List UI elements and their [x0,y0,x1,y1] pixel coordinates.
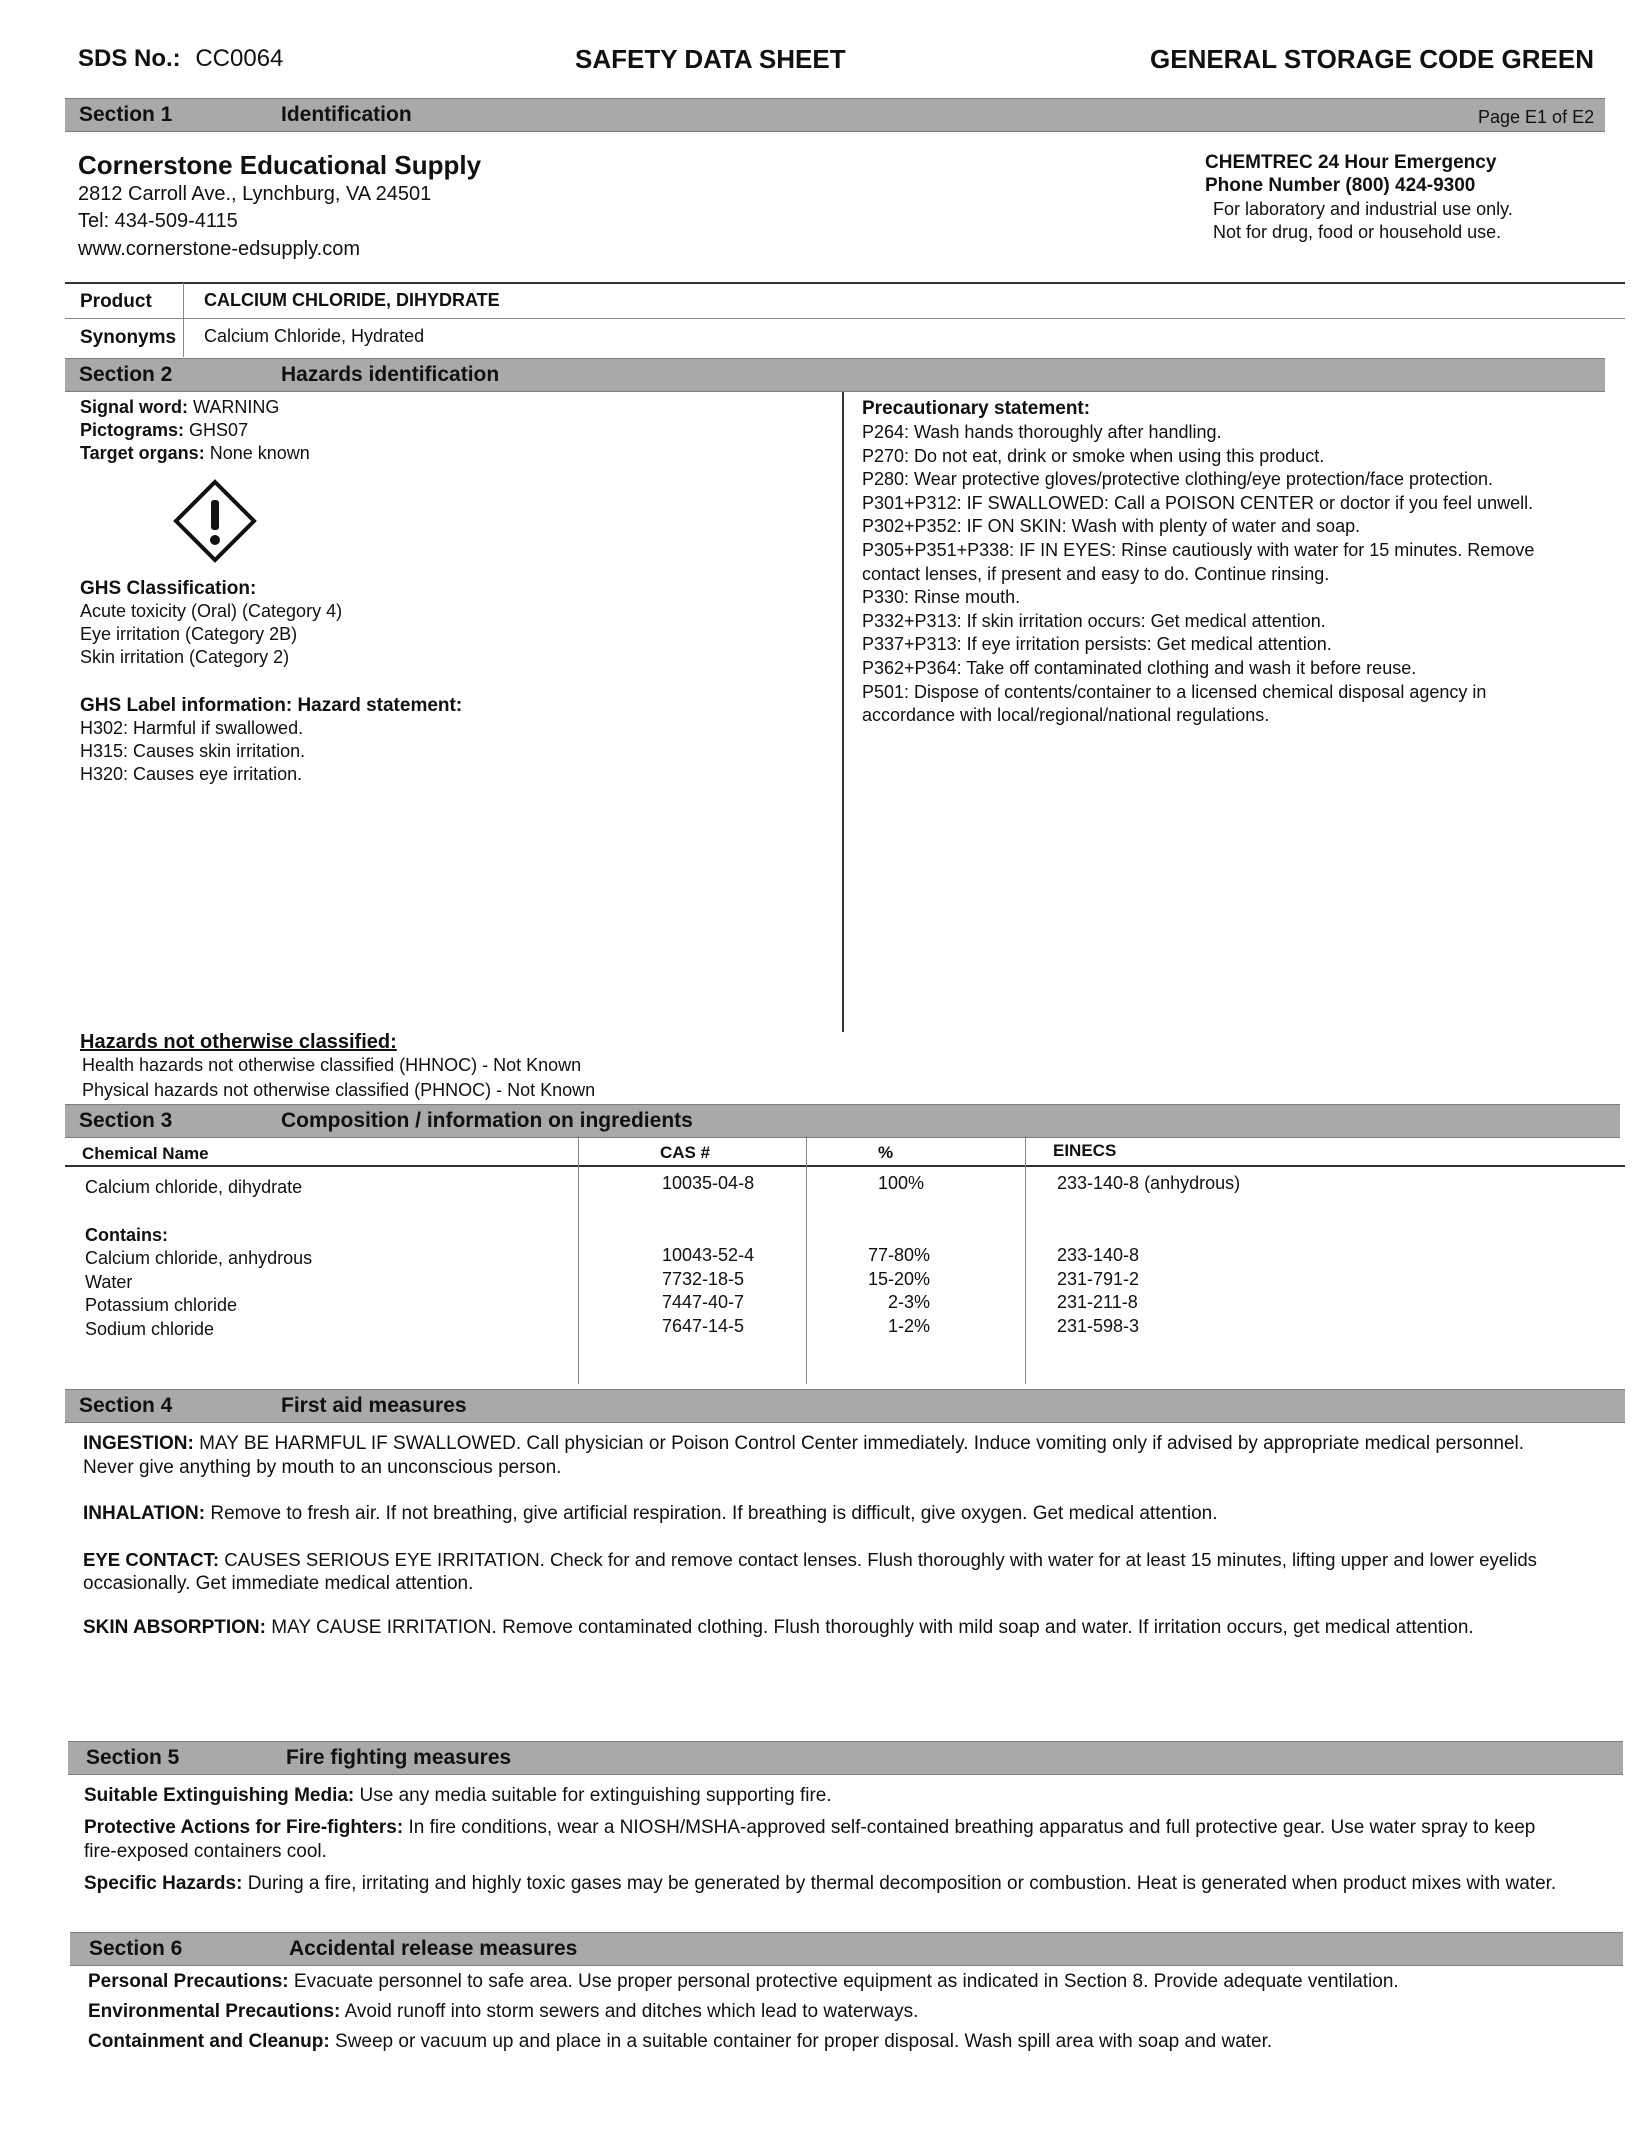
specific-hazards-label: Specific Hazards: [84,1873,243,1894]
document-title: SAFETY DATA SHEET [575,44,846,74]
eye-contact-label: EYE CONTACT: [83,1549,220,1570]
personal-precautions-text: Evacuate personnel to safe area. Use proper personal protective equipment as indicated in Section 8. Provide adequate ventilation. [293,1971,1399,1992]
cas-number: 7447-40-7 [662,1292,745,1312]
einecs-number: 231-211-8 [1057,1292,1138,1312]
environmental-precautions-label: Environmental Precautions: [88,2001,341,2022]
ghs-classification-list [80,600,342,669]
hazard-statement: H315: Causes skin irritation. [80,741,306,761]
signal-word [80,396,279,419]
personal-precautions-paragraph [88,1970,1399,1994]
section-5-title: Fire fighting measures [286,1746,512,1769]
protective-actions-text: In fire conditions, wear a NIOSH/MSHA-approved self-contained breathing apparatus and full protective gear. Use water spray to keep [408,1817,1536,1838]
page-number: Page E1 of E2 [1478,107,1595,127]
chemical-name-column [85,1247,312,1341]
precaution-item: P301+P312: IF SWALLOWED: Call a POISON CENTER or doctor if you feel unwell. [862,492,1534,513]
signal-word-label: Signal word: [80,397,188,417]
hazard-statement: H320: Causes eye irritation. [80,764,303,784]
chemical-name: Sodium chloride [85,1318,215,1339]
ghs-classification-title: GHS Classification: [80,578,257,599]
section-6-title: Accidental release measures [289,1937,578,1960]
inhalation-text: Remove to fresh air. If not breathing, give artificial respiration. If breathing is difficult, give oxygen. Get medical attention. [210,1503,1218,1524]
table-header-einecs: EINECS [1053,1141,1117,1160]
eye-contact-text: CAUSES SERIOUS EYE IRRITATION. Check for and remove contact lenses. Flush thoroughly with water for at least 15 minutes, lifting upper and lower eyelids [224,1549,1537,1570]
precaution-item: P280: Wear protective gloves/protective clothing/eye protection/face protection. [862,469,1494,490]
hazard-statement-list [80,717,305,786]
personal-precautions-label: Personal Precautions: [88,1971,289,1992]
environmental-precautions-paragraph [88,2000,918,2024]
specific-hazards-paragraph [84,1872,1644,1896]
einecs-column [1057,1244,1139,1338]
precaution-item: P337+P313: If eye irritation persists: Get medical attention. [862,634,1332,655]
percentage-column [860,1244,930,1338]
eye-contact-paragraph [83,1548,1643,1596]
cas-number: 10035-04-8 [662,1173,755,1193]
emergency-line-2: Phone Number (800) 424-9300 [1205,175,1476,196]
cas-column [662,1244,754,1338]
hnoc-health: Health hazards not otherwise classified (HHNOC) - Not Known [82,1055,582,1075]
target-organs [80,442,310,465]
precaution-item: P305+P351+P338: IF IN EYES: Rinse cautiously with water for 15 minutes. Remove [862,539,1535,560]
table-divider-2 [806,1136,807,1384]
target-organs-label: Target organs: [80,443,205,463]
ghs-class-item: Acute toxicity (Oral) (Category 4) [80,601,343,621]
pictograms-value: GHS07 [189,420,249,440]
section-5-header [68,1741,1623,1775]
einecs-number: 233-140-8 (anhydrous) [1057,1173,1241,1193]
product-top-rule [65,282,1625,284]
specific-hazards-text: During a fire, irritating and highly toxic gases may be generated by thermal decomposition or combustion. Heat is generated when product mixes with water. [247,1873,1557,1894]
skin-absorption-label: SKIN ABSORPTION: [83,1617,266,1638]
product-label: Product [80,291,152,312]
percentage: 15-20% [867,1268,930,1289]
contains-label: Contains: [85,1225,168,1245]
use-note-1: For laboratory and industrial use only. [1213,199,1513,219]
extinguishing-media-label: Suitable Extinguishing Media: [84,1785,355,1806]
hazard-statement: H302: Harmful if swallowed. [80,718,304,738]
chemical-name: Calcium chloride, dihydrate [85,1177,303,1197]
containment-cleanup-label: Containment and Cleanup: [88,2031,330,2052]
containment-cleanup-text: Sweep or vacuum up and place in a suitable container for proper disposal. Wash spill area with soap and water. [335,2031,1273,2052]
pictograms [80,419,248,442]
cas-number: 7647-14-5 [662,1315,745,1336]
signal-word-value: WARNING [193,397,280,417]
skin-absorption-text: MAY CAUSE IRRITATION. Remove contaminated clothing. Flush thoroughly with mild soap and water. If irritation occurs, get medical attention. [271,1617,1474,1638]
section-2-column-divider [842,392,844,1032]
einecs-number: 231-598-3 [1057,1315,1140,1336]
section-2-title: Hazards identification [281,363,500,386]
precaution-item: P332+P313: If skin irritation occurs: Get medical attention. [862,610,1326,631]
company-website: www.cornerstone-edsupply.com [78,238,360,260]
ghs-class-item: Eye irritation (Category 2B) [80,624,298,644]
section-4-header [65,1389,1625,1423]
section-1-title: Identification [281,103,412,126]
table-header-name: Chemical Name [82,1144,209,1163]
product-label-divider [183,283,184,357]
section-3-number: Section 3 [79,1109,173,1132]
table-header-cas: CAS # [660,1143,711,1162]
section-2-number: Section 2 [79,363,173,386]
hnoc-title: Hazards not otherwise classified: [80,1031,397,1053]
inhalation-label: INHALATION: [83,1503,206,1524]
precaution-item: accordance with local/regional/national regulations. [862,705,1270,726]
einecs-number: 233-140-8 [1057,1245,1140,1265]
containment-cleanup-paragraph [88,2030,1272,2054]
protective-actions-label: Protective Actions for Fire-fighters: [84,1817,404,1838]
percentage: 77-80% [867,1245,930,1265]
sds-number-label: SDS No.: [78,45,181,72]
company-name: Cornerstone Educational Supply [78,150,482,180]
table-divider-1 [578,1136,579,1384]
synonyms-value: Calcium Chloride, Hydrated [204,326,425,346]
percentage: 1-2% [887,1315,930,1336]
section-5-number: Section 5 [86,1746,180,1769]
precaution-item: P501: Dispose of contents/container to a licensed chemical disposal agency in [862,681,1487,702]
eye-contact-text-2: occasionally. Get immediate medical attention. [83,1573,474,1594]
section-4-title: First aid measures [281,1394,467,1417]
precaution-item: P264: Wash hands thoroughly after handling. [862,422,1222,442]
sds-number-value: CC0064 [195,45,284,72]
ingestion-text: MAY BE HARMFUL IF SWALLOWED. Call physician or Poison Control Center immediately. Induce vomiting only if advised by appropriate medical personnel. [199,1433,1525,1454]
einecs-number: 231-791-2 [1057,1268,1140,1289]
product-mid-rule [65,318,1625,319]
precaution-item: P270: Do not eat, drink or smoke when using this product. [862,445,1325,466]
table-divider-3 [1025,1136,1026,1384]
environmental-precautions-text: Avoid runoff into storm sewers and ditches which lead to waterways. [344,2001,919,2022]
table-header-percent: % [878,1143,894,1162]
product-value: CALCIUM CHLORIDE, DIHYDRATE [204,290,500,310]
storage-code: GENERAL STORAGE CODE GREEN [1150,44,1594,74]
use-note-2: Not for drug, food or household use. [1213,222,1502,242]
ingestion-label: INGESTION: [83,1433,194,1454]
section-3-title: Composition / information on ingredients [281,1109,693,1132]
section-2-header [65,358,1605,392]
precautionary-title: Precautionary statement: [862,398,1091,419]
inhalation-paragraph [83,1502,1623,1526]
company-phone: Tel: 434-509-4115 [78,210,238,232]
chemical-name: Water [85,1271,133,1292]
precautionary-list [862,421,1534,728]
section-4-number: Section 4 [79,1394,173,1417]
table-header-rule [65,1165,1625,1167]
ingestion-text-2: Never give anything by mouth to an unconscious person. [83,1457,562,1478]
hnoc-physical: Physical hazards not otherwise classified (PHNOC) - Not Known [82,1080,596,1100]
target-organs-value: None known [209,443,310,463]
emergency-line-1: CHEMTREC 24 Hour Emergency [1205,152,1497,173]
synonyms-label: Synonyms [80,327,177,348]
cas-number: 7732-18-5 [662,1268,745,1289]
chemical-name: Calcium chloride, anhydrous [85,1248,313,1268]
section-1-number: Section 1 [79,103,173,126]
precaution-item: P330: Rinse mouth. [862,587,1021,608]
precaution-item: contact lenses, if present and easy to do. Continue rinsing. [862,563,1330,584]
section-3-header [65,1104,1620,1138]
section-6-header [70,1932,1623,1966]
pictograms-label: Pictograms: [80,420,185,440]
chemical-name: Potassium chloride [85,1295,238,1315]
cas-number: 10043-52-4 [662,1245,755,1265]
section-6-number: Section 6 [89,1937,183,1960]
percentage: 2-3% [887,1292,930,1312]
exclamation-mark-icon [172,478,258,564]
section-1-header [65,98,1605,132]
extinguishing-media-text: Use any media suitable for extinguishing supporting fire. [359,1785,832,1806]
protective-actions-paragraph [84,1816,1624,1864]
extinguishing-media-paragraph [84,1784,832,1808]
protective-actions-text-2: fire-exposed containers cool. [84,1841,327,1862]
percentage: 100% [878,1173,925,1193]
label-info-title: GHS Label information: Hazard statement: [80,695,463,716]
company-address: 2812 Carroll Ave., Lynchburg, VA 24501 [78,183,432,205]
sds-number [78,46,283,71]
ghs-class-item: Skin irritation (Category 2) [80,647,290,667]
skin-absorption-paragraph [83,1616,1623,1640]
ingestion-paragraph [83,1432,1623,1480]
precaution-item: P362+P364: Take off contaminated clothing and wash it before reuse. [862,657,1417,678]
precaution-item: P302+P352: IF ON SKIN: Wash with plenty of water and soap. [862,516,1361,537]
